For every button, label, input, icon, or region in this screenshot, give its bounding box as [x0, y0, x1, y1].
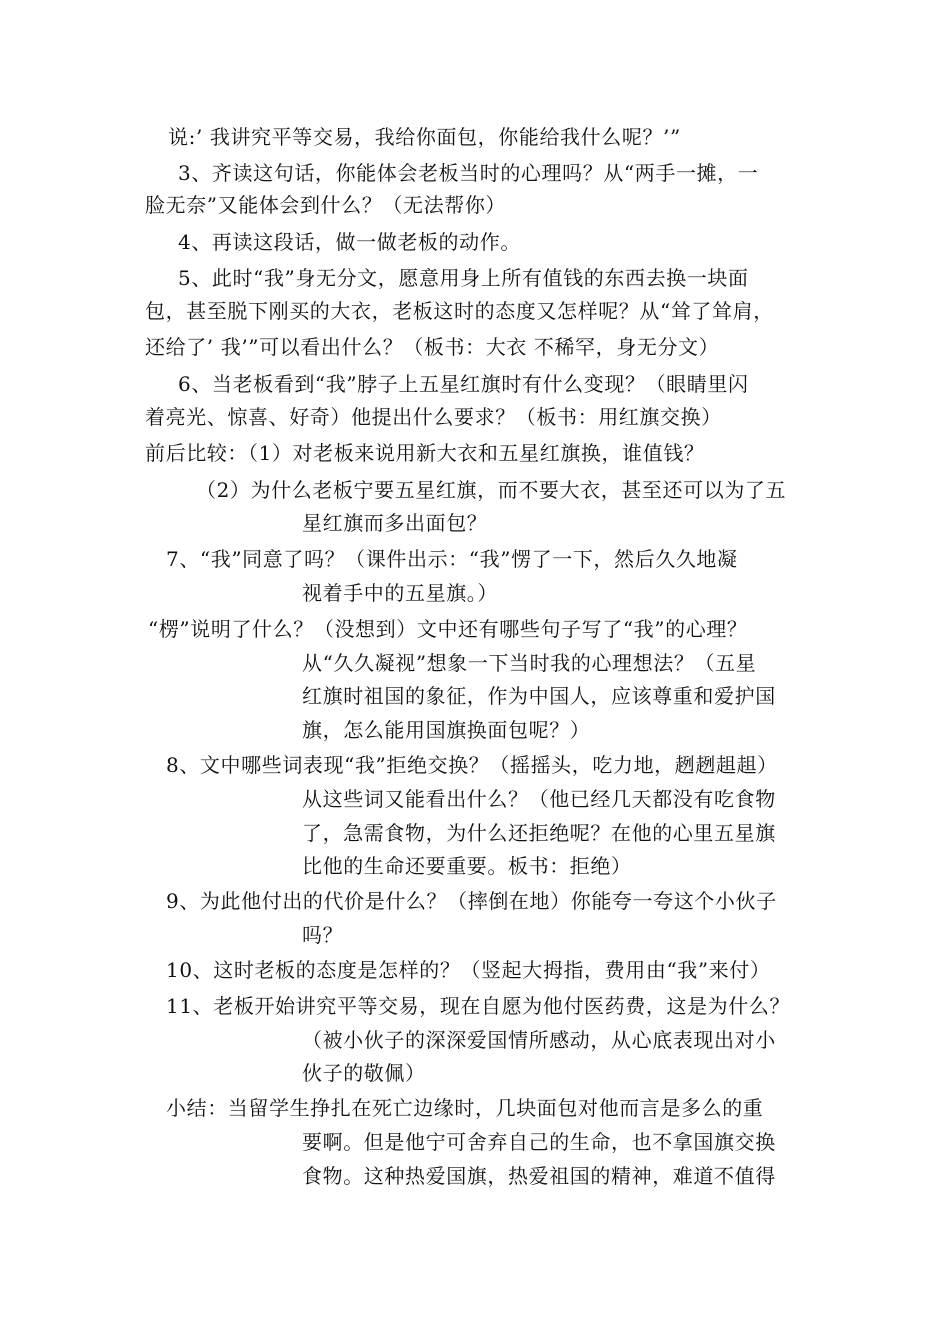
text-line: 伙子的敬佩） [302, 1061, 426, 1085]
text-line: 前后比较：（1）对老板来说用新大衣和五星红旗换，谁值钱？ [145, 441, 705, 465]
text-line: 说:’ 我讲究平等交易，我给你面包，你能给我什么呢？’” [168, 125, 681, 149]
text-line: 3、齐读这句话，你能体会老板当时的心理吗？从“两手一摊，一 [178, 161, 759, 185]
text-line: 旗，怎么能用国旗换面包呢？） [302, 718, 591, 742]
text-line: 视着手中的五星旗。） [302, 581, 498, 605]
text-line: 从“久久凝视”想象一下当时我的心理想法？（五星 [302, 651, 757, 675]
text-line: 7、“我”同意了吗？（课件出示：“我”愣了一下，然后久久地凝 [166, 547, 738, 571]
text-line: 4、再读这段话，做一做老板的动作。 [178, 230, 521, 254]
text-line: 了，急需食物，为什么还拒绝呢？在他的心里五星旗 [302, 821, 776, 845]
text-line: （2）为什么老板宁要五星红旗，而不要大衣，甚至还可以为了五 [196, 478, 787, 502]
text-line: 11、老板开始讲究平等交易，现在自愿为他付医药费，这是为什么？ [166, 994, 791, 1018]
text-line: 小结：当留学生挣扎在死亡边缘时，几块面包对他而言是多么的重 [166, 1096, 764, 1120]
text-line: （被小伙子的深深爱国情所感动，从心底表现出对小 [302, 1028, 776, 1052]
text-line: 包，甚至脱下刚买的大衣，老板这时的态度又怎样呢？从“耸了耸肩， [145, 299, 774, 323]
text-line: 红旗时祖国的象征，作为中国人，应该尊重和爱护国 [302, 684, 776, 708]
text-line: 要啊。但是他宁可舍弃自己的生命，也不拿国旗交换 [302, 1130, 776, 1154]
text-line: 着亮光、惊喜、好奇）他提出什么要求？（板书：用红旗交换） [145, 405, 722, 429]
text-line: 6、当老板看到“我”脖子上五星红旗时有什么变现？（眼睛里闪 [178, 372, 749, 396]
text-line: 还给了’ 我’”可以看出什么？（板书：大衣 不稀罕，身无分文） [145, 335, 720, 359]
text-line: 比他的生命还要重要。板书：拒绝） [302, 854, 632, 878]
text-line: 5、此时“我”身无分文，愿意用身上所有值钱的东西去换一块面 [178, 266, 749, 290]
text-line: 食物。这种热爱国旗，热爱祖国的精神，难道不值得 [302, 1164, 776, 1188]
text-line: “楞”说明了什么？（没想到）文中还有哪些句子写了“我”的心理？ [148, 617, 748, 641]
text-line: 吗？ [302, 923, 344, 947]
text-line: 从这些词又能看出什么？（他已经几天都没有吃食物 [302, 787, 776, 811]
text-line: 脸无奈”又能体会到什么？（无法帮你） [145, 193, 507, 217]
text-line: 10、这时老板的态度是怎样的？（竖起大拇指，费用由“我”来付） [166, 958, 771, 982]
text-line: 9、为此他付出的代价是什么？（摔倒在地）你能夸一夸这个小伙子 [166, 889, 777, 913]
text-line: 星红旗而多出面包？ [302, 511, 488, 535]
text-line: 8、文中哪些词表现“我”拒绝交换？（摇摇头，吃力地，趔趔趄趄） [166, 753, 778, 777]
